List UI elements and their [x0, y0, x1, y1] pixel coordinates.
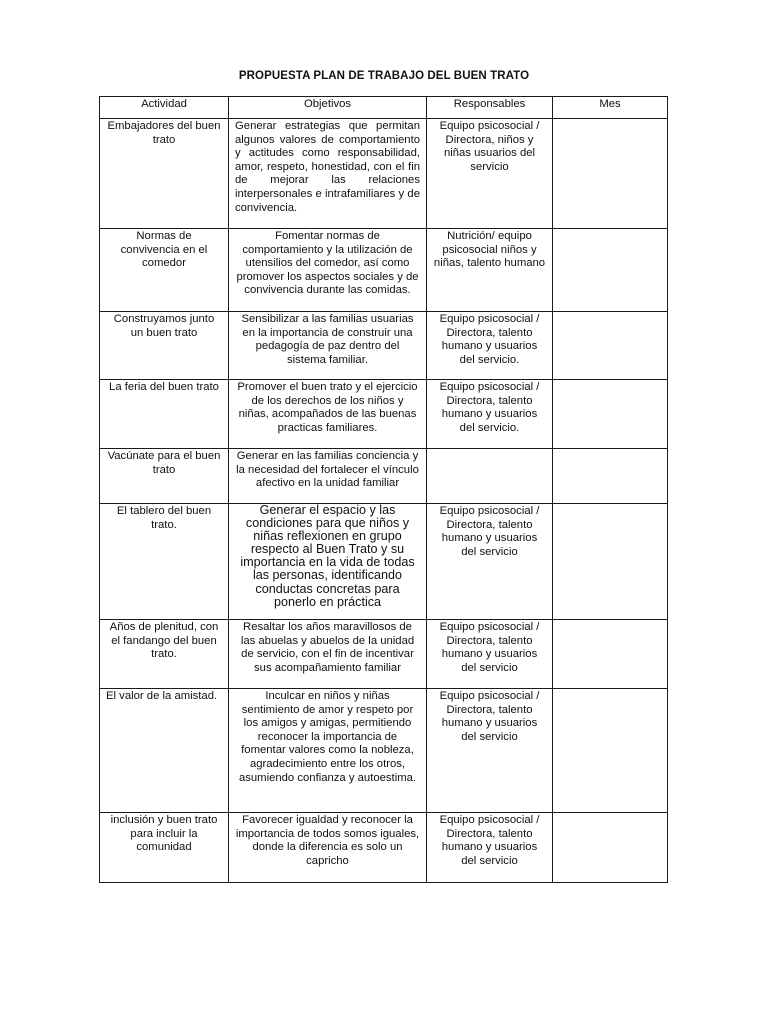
cell-actividad: Construyamos junto un buen trato [100, 312, 229, 380]
cell-objetivos: Sensibilizar a las familias usuarias en la importancia de construir una pedagogía de paz dentro del sistema familiar. [229, 312, 427, 380]
cell-actividad: La feria del buen trato [100, 380, 229, 449]
cell-actividad: Vacúnate para el buen trato [100, 449, 229, 504]
cell-mes [553, 229, 668, 312]
cell-mes [553, 119, 668, 229]
table-header-row [100, 97, 668, 119]
cell-objetivos: Generar el espacio y las condiciones para que niños y niñas reflexionen en grupo respecto al Buen Trato y su importancia en la vida de todas las personas, identificando conductas concretas para ponerlo en práctica [229, 504, 427, 620]
header-responsables: Responsables [427, 97, 553, 119]
table-row [100, 312, 668, 380]
document-title: PROPUESTA PLAN DE TRABAJO DEL BUEN TRATO [238, 70, 530, 82]
header-objetivos: Objetivos [229, 97, 427, 119]
cell-actividad: Años de plenitud, con el fandango del buen trato. [100, 620, 229, 689]
cell-responsables: Equipo psicosocial / Directora, talento humano y usuarios del servicio [427, 620, 553, 689]
cell-responsables: Equipo psicosocial / Directora, talento humano y usuarios del servicio. [427, 312, 553, 380]
cell-responsables: Equipo psicosocial / Directora, talento humano y usuarios del servicio [427, 504, 553, 620]
table-row [100, 813, 668, 883]
cell-actividad: Normas de convivencia en el comedor [100, 229, 229, 312]
table-row [100, 119, 668, 229]
cell-mes [553, 449, 668, 504]
table-row [100, 229, 668, 312]
table-row [100, 380, 668, 449]
cell-responsables: Equipo psicosocial / Directora, talento humano y usuarios del servicio [427, 813, 553, 883]
table-row [100, 689, 668, 813]
header-mes: Mes [553, 97, 668, 119]
cell-objetivos: Generar en las familias conciencia y la necesidad del fortalecer el vínculo afectivo en la unidad familiar [229, 449, 427, 504]
cell-objetivos: Promover el buen trato y el ejercicio de los derechos de los niños y niñas, acompañados de las buenas practicas familiares. [229, 380, 427, 449]
header-actividad: Actividad [100, 97, 229, 119]
table-row [100, 449, 668, 504]
cell-responsables: Equipo psicosocial / Directora, talento humano y usuarios del servicio. [427, 380, 553, 449]
cell-mes [553, 689, 668, 813]
work-plan-table [99, 96, 668, 883]
cell-objetivos: Inculcar en niños y niñas sentimiento de amor y respeto por los amigos y amigas, permitiendo reconocer la importancia de fomentar valores como la nobleza, agradecimiento entre los otros, asumiendo confianza y autoestima. [229, 689, 427, 813]
cell-objetivos: Favorecer igualdad y reconocer la importancia de todos somos iguales, donde la diferencia es solo un capricho [229, 813, 427, 883]
cell-responsables [427, 449, 553, 504]
cell-responsables: Nutrición/ equipo psicosocial niños y niñas, talento humano [427, 229, 553, 312]
cell-mes [553, 813, 668, 883]
cell-objetivos: Fomentar normas de comportamiento y la utilización de utensilios del comedor, así como promover los aspectos sociales y de convivencia durante las comidas. [229, 229, 427, 312]
cell-actividad: Embajadores del buen trato [100, 119, 229, 229]
cell-mes [553, 504, 668, 620]
cell-actividad: El valor de la amistad. [100, 689, 229, 813]
table-row [100, 504, 668, 620]
table-row [100, 620, 668, 689]
cell-actividad: El tablero del buen trato. [100, 504, 229, 620]
cell-objetivos: Generar estrategias que permitan algunos valores de comportamiento y actitudes como responsabilidad, amor, respeto, honestidad, con el fin de mejorar las relaciones interpersonales e intrafamiliares y de convivencia. [229, 119, 427, 229]
cell-mes [553, 380, 668, 449]
cell-mes [553, 620, 668, 689]
cell-mes [553, 312, 668, 380]
cell-responsables: Equipo psicosocial / Directora, talento humano y usuarios del servicio [427, 689, 553, 813]
cell-actividad: inclusión y buen trato para incluir la comunidad [100, 813, 229, 883]
cell-responsables: Equipo psicosocial / Directora, niños y niñas usuarios del servicio [427, 119, 553, 229]
cell-objetivos: Resaltar los años maravillosos de las abuelas y abuelos de la unidad de servicio, con el fin de incentivar sus acompañamiento familiar [229, 620, 427, 689]
